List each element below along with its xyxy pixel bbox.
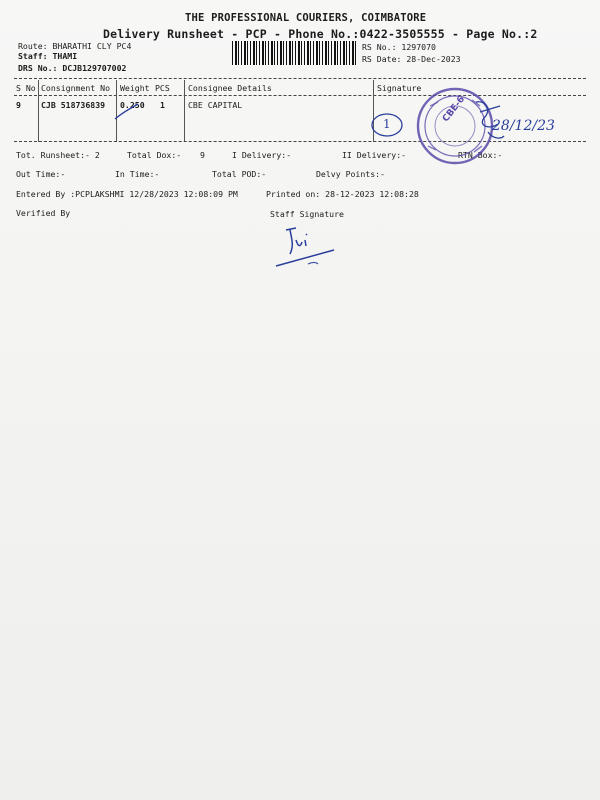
route: Route: BHARATHI CLY PC4 [18, 41, 132, 51]
table-top-rule [14, 78, 586, 79]
document-title: Delivery Runsheet - PCP - Phone No.:0422-3505555 - Page No.:2 [103, 27, 538, 41]
barcode [232, 41, 356, 65]
pen-check-mark [112, 100, 142, 122]
drs-number: DRS No.: DCJB129707002 [18, 63, 127, 73]
staff: Staff: THAMI [18, 51, 78, 61]
col-divider [38, 80, 39, 142]
entered-by: Entered By :PCPLAKSHMI 12/28/2023 12:08:09 PM [16, 189, 238, 199]
in-time: In Time:- [115, 169, 160, 179]
delvy-points: Delvy Points:- [316, 169, 386, 179]
out-time: Out Time:- [16, 169, 66, 179]
company-name: THE PROFESSIONAL COURIERS, COIMBATORE [185, 12, 427, 24]
circled-number: 1 [383, 117, 391, 131]
row-sno: 9 [16, 100, 21, 110]
row-consignee: CBE CAPITAL [188, 100, 243, 110]
col-header-signature: Signature [377, 83, 422, 93]
handwritten-date: 28/12/23 [492, 118, 555, 134]
row-consignment: CJB 518736839 [41, 100, 106, 110]
col-divider [184, 80, 185, 142]
i-delivery: I Delivery:- [232, 150, 292, 160]
total-dox-label: Total Dox:- [127, 150, 182, 160]
rtn-box: RTN Box:- [458, 150, 503, 160]
col-header-consignee: Consignee Details [188, 83, 272, 93]
row-pcs: 1 [160, 100, 165, 110]
total-dox-value: 9 [200, 150, 205, 160]
stamp-center-text: CBE-6 [441, 94, 468, 125]
row-weight: 0.250 [120, 100, 145, 110]
verified-by: Verified By [16, 208, 71, 218]
col-header-weight: Weight [120, 83, 150, 93]
col-header-pcs: PCS [155, 83, 170, 93]
total-pod: Total POD:- [212, 169, 267, 179]
col-header-sno: S No [16, 83, 36, 93]
rs-date: RS Date: 28-Dec-2023 [362, 54, 461, 64]
printed-on: Printed on: 28-12-2023 12:08:28 [266, 189, 419, 199]
rs-number: RS No.: 1297070 [362, 42, 436, 52]
col-header-consignment: Consignment No [41, 83, 111, 93]
tot-runsheet: Tot. Runsheet:- 2 [16, 150, 100, 160]
ii-delivery: II Delivery:- [342, 150, 407, 160]
staff-signature-scribble [272, 222, 352, 276]
staff-signature-label: Staff Signature [270, 209, 344, 219]
